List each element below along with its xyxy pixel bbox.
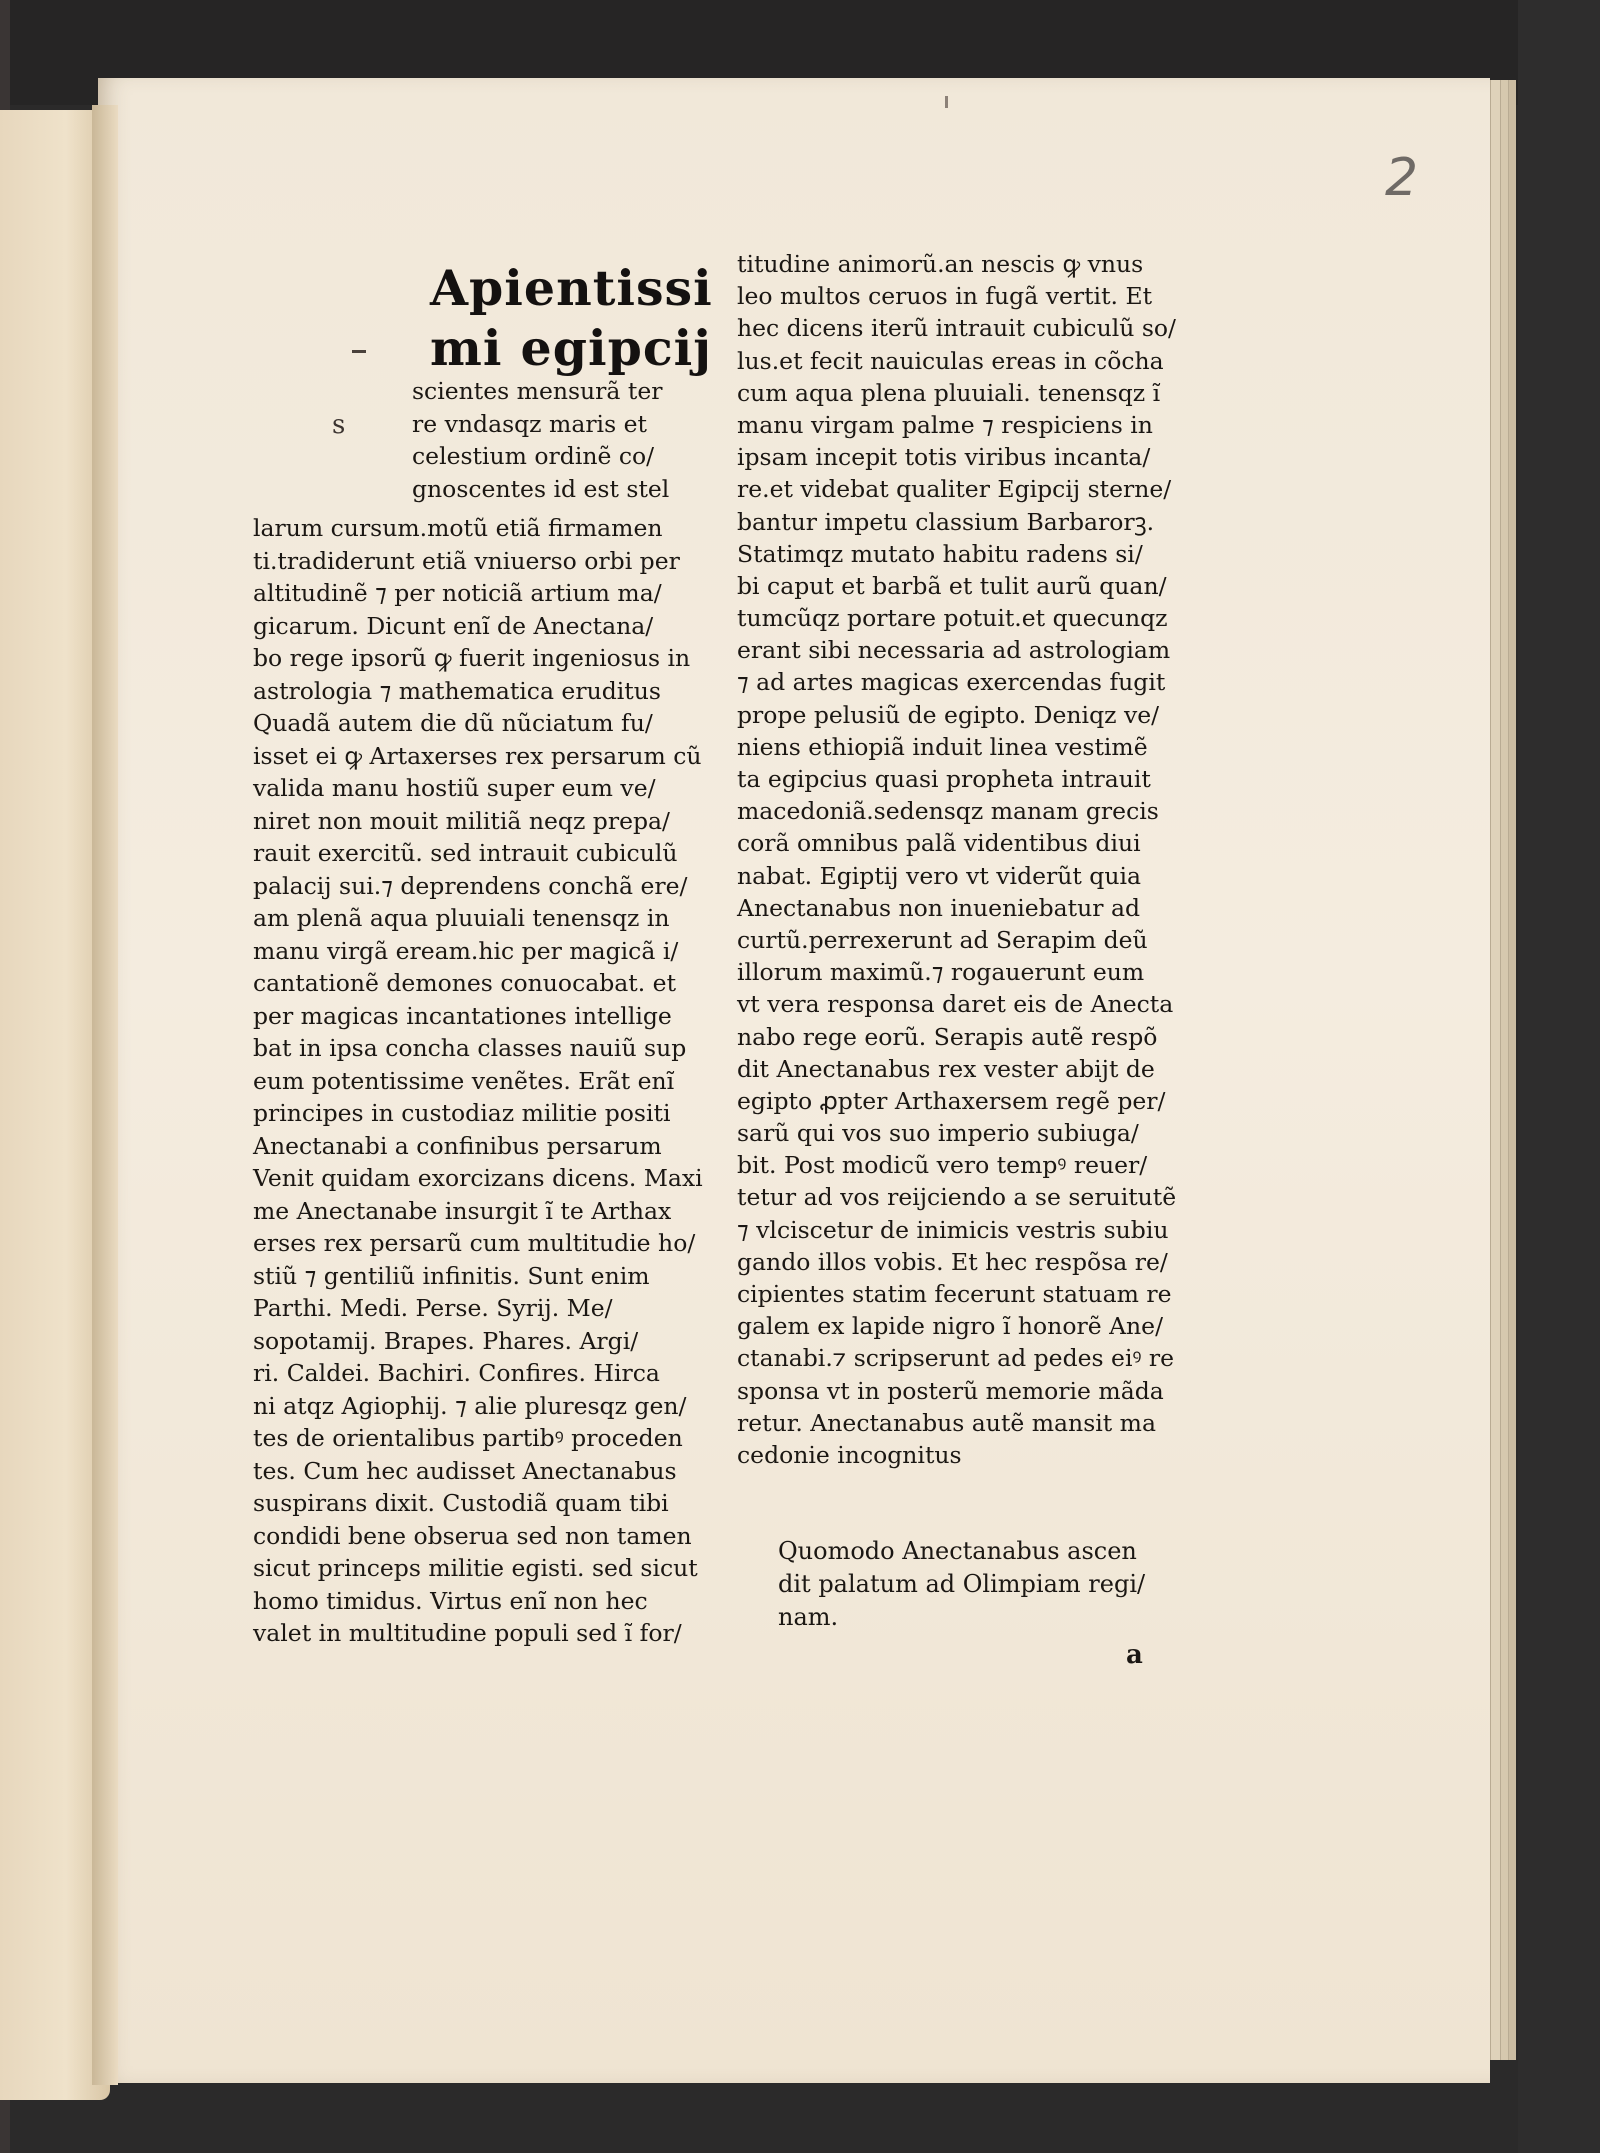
text-line: rauit exercitũ. sed intrauit cubiculũ: [253, 839, 678, 867]
text-line: curtũ.perrexerunt ad Serapim deũ: [737, 925, 1148, 954]
folio-number: 2: [1385, 148, 1419, 208]
left-column-text: [253, 512, 703, 1650]
tear-mark: [945, 96, 948, 108]
text-line: per magicas incantationes intellige: [253, 1001, 672, 1030]
text-line: altitudinẽ ⁊ per noticiã artium ma/: [253, 579, 662, 607]
text-line: ⁊ vlciscetur de inimicis vestris subiu: [737, 1215, 1169, 1244]
text-line: suspirans dixit. Custodiã quam tibi: [253, 1489, 669, 1517]
text-line: dit Anectanabus rex vester abijt de: [737, 1054, 1155, 1083]
text-line: niens ethiopiã induit linea vestimẽ: [737, 732, 1148, 761]
text-line: tetur ad vos reijciendo a se seruitutẽ: [737, 1183, 1177, 1212]
text-line: Quadã autem die dũ nũciatum fu/: [253, 709, 653, 737]
text-line: cedonie incognitus: [737, 1440, 962, 1469]
text-line: principes in custodiaz militie positi: [253, 1099, 671, 1127]
text-line: titudine animorũ.an nescis ꝙ vnus: [737, 250, 1144, 278]
text-line: homo timidus. Virtus enĩ non hec: [253, 1586, 648, 1615]
text-line: erses rex persarũ cum multitudie ho/: [253, 1229, 696, 1257]
text-line: celestium ordinẽ co/: [412, 442, 655, 470]
text-line: gando illos vobis. Et hec respõsa re/: [737, 1247, 1168, 1276]
signature-mark: a: [1126, 1640, 1143, 1670]
initial-block: [430, 258, 713, 378]
text-line: nabo rege eorũ. Serapis autẽ respõ: [737, 1022, 1158, 1051]
guide-dash: [352, 350, 366, 353]
heading-line: Quomodo Anectanabus ascen: [778, 1537, 1137, 1565]
text-line: eum potentissime venẽtes. Erãt enĩ: [253, 1066, 675, 1095]
text-line: cantationẽ demones conuocabat. et: [253, 969, 677, 997]
text-line: bantur impetu classium Barbarorꝫ.: [737, 507, 1155, 536]
text-line: gnoscentes id est stel: [412, 474, 670, 503]
text-line: bo rege ipsorũ ꝙ fuerit ingeniosus in: [253, 644, 691, 672]
text-line: illorum maximũ.⁊ rogauerunt eum: [737, 958, 1145, 987]
text-line: condidi bene obserua sed non tamen: [253, 1521, 692, 1550]
text-line: bit. Post modicũ vero tempꝰ reuer/: [737, 1151, 1148, 1180]
text-line: erant sibi necessaria ad astrologiam: [737, 636, 1171, 665]
text-line: sarũ qui vos suo imperio subiuga/: [737, 1119, 1139, 1148]
heading-line: nam.: [778, 1603, 839, 1631]
text-line: valida manu hostiũ super eum ve/: [253, 774, 656, 802]
text-line: manu virgam palme ⁊ respiciens in: [737, 410, 1153, 439]
text-line: macedoniã.sedensqz manam grecis: [737, 797, 1159, 826]
text-line: tes de orientalibus partibꝰ proceden: [253, 1424, 683, 1452]
text-line: egipto ꝓpter Arthaxersem regẽ per/: [737, 1086, 1166, 1115]
text-line: retur. Anectanabus autẽ mansit ma: [737, 1408, 1156, 1437]
text-line: stiũ ⁊ gentiliũ infinitis. Sunt enim: [253, 1261, 650, 1290]
text-line: bi caput et barbã et tulit aurũ quan/: [737, 571, 1167, 600]
text-line: astrologia ⁊ mathematica eruditus: [253, 676, 661, 705]
text-line: gicarum. Dicunt enĩ de Anectana/: [253, 611, 654, 640]
book-gutter: [92, 105, 118, 2085]
initial-line: Apientissi: [430, 259, 713, 317]
text-line: lus.et fecit nauiculas ereas in cõcha: [737, 346, 1164, 375]
text-line: Venit quidam exorcizans dicens. Maxi: [253, 1164, 703, 1192]
text-line: me Anectanabe insurgit ĩ te Arthax: [253, 1196, 672, 1225]
text-line: cum aqua plena pluuiali. tenensqz ĩ: [737, 378, 1161, 407]
text-line: palacij sui.⁊ deprendens conchã ere/: [253, 871, 688, 900]
text-line: Anectanabi a confinibus persarum: [253, 1131, 662, 1160]
text-line: Parthi. Medi. Perse. Syrij. Me/: [253, 1294, 613, 1322]
text-line: nabat. Egiptij vero vt viderũt quia: [737, 861, 1142, 890]
text-line: larum cursum.motũ etiã firmamen: [253, 514, 663, 542]
text-line: tumcũqz portare potuit.et quecunqz: [737, 604, 1168, 633]
text-line: sicut princeps militie egisti. sed sicut: [253, 1554, 698, 1582]
text-line: isset ei ꝙ Artaxerses rex persarum cũ: [253, 741, 702, 770]
text-line: ctanabi.⁊ scripserunt ad pedes eiꝰ re: [737, 1344, 1175, 1373]
background-right: [1518, 0, 1600, 2153]
text-line: ⁊ ad artes magicas exercendas fugit: [737, 668, 1166, 697]
text-line: hec dicens iterũ intrauit cubiculũ so/: [737, 314, 1176, 343]
heading-line: dit palatum ad Olimpiam regi/: [778, 1570, 1146, 1598]
text-line: vt vera responsa daret eis de Anecta: [737, 990, 1174, 1019]
text-line: corã omnibus palã videntibus diui: [737, 829, 1141, 858]
text-line: prope pelusiũ de egipto. Deniqz ve/: [737, 700, 1160, 729]
text-line: sopotamij. Brapes. Phares. Argi/: [253, 1326, 639, 1355]
page-edge-stack: [1508, 80, 1516, 2060]
text-line: Anectanabus non inueniebatur ad: [737, 893, 1141, 922]
text-line: leo multos ceruos in fugã vertit. Et: [737, 282, 1153, 311]
chapter-heading: [778, 1535, 1145, 1634]
text-line: galem ex lapide nigro ĩ honorẽ Ane/: [737, 1312, 1164, 1341]
text-line: niret non mouit militiã neqz prepa/: [253, 806, 670, 835]
text-line: sponsa vt in posterũ memorie mãda: [737, 1376, 1164, 1405]
text-line: ri. Caldei. Bachiri. Confires. Hirca: [253, 1359, 660, 1387]
text-line: re vndasqz maris et: [412, 409, 647, 438]
text-line: scientes mensurã ter: [412, 377, 663, 405]
text-line: re.et videbat qualiter Egipcij sterne/: [737, 475, 1172, 504]
text-line: ni atqz Agiophij. ⁊ alie pluresqz gen/: [253, 1391, 687, 1420]
text-line: am plenã aqua pluuiali tenensqz in: [253, 904, 670, 932]
text-line: ti.tradiderunt etiã vniuerso orbi per: [253, 546, 680, 575]
text-line: valet in multitudine populi sed ĩ for/: [253, 1619, 682, 1647]
guide-letter: s: [332, 410, 346, 440]
initial-line: mi egipcij: [430, 319, 713, 377]
text-line: ipsam incepit totis viribus incanta/: [737, 443, 1151, 472]
indented-text-block: [412, 375, 669, 505]
text-line: bat in ipsa concha classes nauiũ sup: [253, 1034, 687, 1062]
text-line: manu virgã eream.hic per magicã i/: [253, 936, 679, 965]
right-column-text: [737, 248, 1176, 1471]
text-line: cipientes statim fecerunt statuam re: [737, 1280, 1172, 1308]
text-line: tes. Cum hec audisset Anectanabus: [253, 1456, 677, 1485]
text-line: ta egipcius quasi propheta intrauit: [737, 765, 1151, 793]
text-line: Statimqz mutato habitu radens si/: [737, 539, 1143, 568]
